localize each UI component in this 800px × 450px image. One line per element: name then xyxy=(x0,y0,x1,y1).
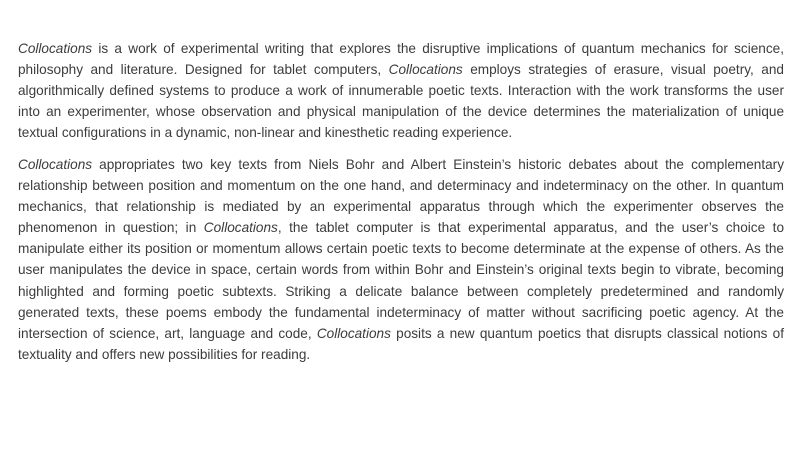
work-title: Collocations xyxy=(203,220,278,236)
paragraph-description xyxy=(18,154,784,365)
paragraph-text: appropriates two key texts from Niels Bohr and Albert Einstein’s historic debates about the complementary relationship between position and momentum on the one hand, and determinacy and indeterminacy on the other. In quantum mechanics, that relationship is mediated by an experimental apparatus through which the experimenter observes the phenomenon in question; in xyxy=(18,156,784,236)
work-title: Collocations xyxy=(18,41,93,56)
paragraph-text: posits a new quantum poetics that disrupts classical notions of textuality and offers new possibilities for reading. xyxy=(18,325,784,362)
paragraph-text: , the tablet computer is that experimental apparatus, and the user’s choice to manipulate either its position or momentum allows certain poetic texts to become determinate at the expense of others. As the user manipulates the device in space, certain words from within Bohr and Einstein’s original texts begin to vibrate, becoming highlighted and forming poetic subtexts. Striking a delicate balance between completely predetermined and randomly generated texts, these poems embody the fundamental indeterminacy of matter without sacrificing poetic agency. At the intersection of science, art, language and code, xyxy=(18,220,784,341)
paragraph-text: employs strategies of erasure, visual poetry, and algorithmically defined systems to produce a work of innumerable poetic texts. Interaction with the work transforms the user into an experimenter, whose observation and physical manipulation of the device determines the materialization of unique textual configurations in a dynamic, non-linear and kinesthetic reading experience. xyxy=(18,62,784,141)
work-title: Collocations xyxy=(316,325,391,341)
work-title: Collocations xyxy=(18,156,93,172)
article-body xyxy=(18,38,784,375)
paragraph-text: is a work of experimental writing that explores the disruptive implications of quantum mechanics for science, philosophy and literature. Designed for tablet computers, xyxy=(18,41,784,78)
work-title: Collocations xyxy=(388,62,463,78)
paragraph-intro xyxy=(18,38,784,143)
